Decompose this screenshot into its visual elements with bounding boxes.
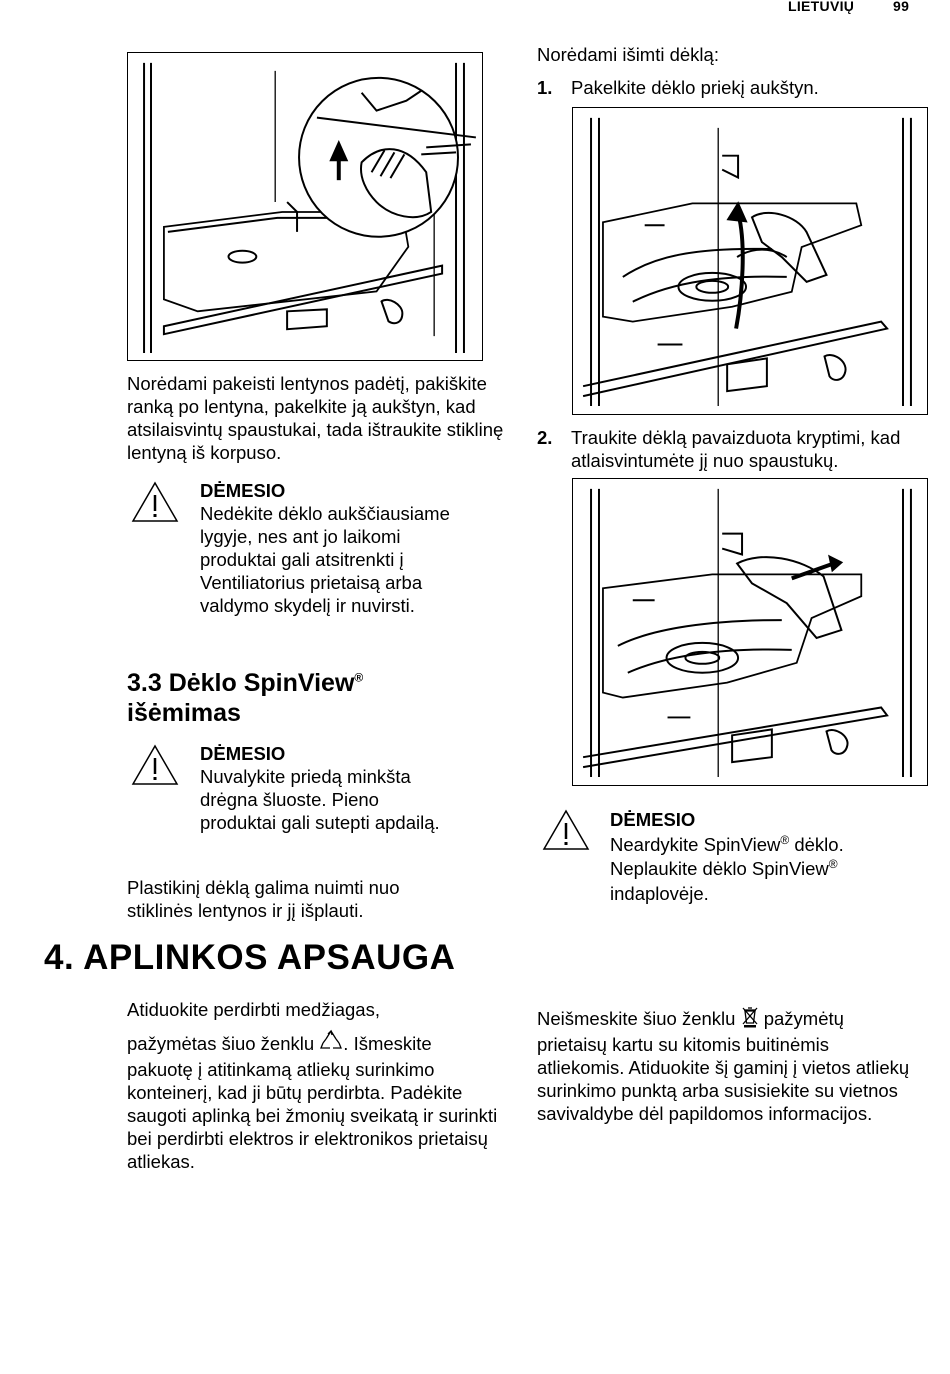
- right-intro: Norėdami išimti dėklą:: [537, 44, 719, 65]
- warning1-title: DĖMESIO: [200, 480, 286, 501]
- chapter-left-line2-b: . Išmeskite: [343, 1033, 432, 1054]
- section-heading-line1: 3.3 Dėklo SpinView: [127, 669, 355, 697]
- chapter-right-rest: prietaisų kartu su kitomis buitinėmis atliekomis. Atiduokite šį gaminį į vietos atliekų surinkimo punktą arba susisiekite su vietnos savivaldybe dėl papildomos informacijos.: [537, 1034, 910, 1124]
- warning-triangle-icon: [130, 743, 180, 787]
- warning3-line2: [610, 857, 910, 882]
- warning3-block: [610, 808, 910, 906]
- warning3-line1: [610, 833, 910, 858]
- warning3-line1-b: dėklo.: [789, 833, 844, 855]
- section-heading: [127, 668, 487, 728]
- shelf-lift-illustration: [128, 53, 482, 360]
- chapter-right-line1: [537, 1006, 917, 1033]
- crossed-bin-icon: [741, 1006, 759, 1033]
- warning3-line1-a: Neardykite SpinView: [610, 833, 781, 855]
- step-2-text: Traukite dėklą pavaizduota kryptimi, kad atlaisvintumėte jį nuo spaustukų.: [571, 427, 901, 471]
- chapter-left-rest: pakuotę į atitinkamą atliekų surinkimo konteinerį, kad ji būtų perdirbta. Padėkite saugoti aplinką bei žmonių sveikatą ir surinkti bei perdirbti elektros ir elektronikos prietaisų atliekas.: [127, 1059, 498, 1172]
- figure1-caption: Norėdami pakeisti lentynos padėtį, pakiškite ranką po lentyna, pakelkite ją aukštyn, kad atsilaisvintų spaustukai, tada ištraukite stiklinę lentyną iš korpuso.: [127, 373, 504, 463]
- warning3-line2-reg: ®: [828, 856, 838, 871]
- chapter-right-paragraph: [537, 1006, 917, 1125]
- figure-tray-lift: [572, 107, 928, 415]
- figure-tray-pull: [572, 478, 928, 786]
- warning3-title: DĖMESIO: [610, 809, 696, 830]
- recycle-icon: [319, 1029, 343, 1058]
- chapter-left-paragraph: [127, 998, 507, 1173]
- chapter-right-line1-b: pažymėtų: [758, 1008, 844, 1029]
- warning1-block: [200, 479, 465, 617]
- page-number: 99: [893, 0, 910, 14]
- chapter-left-line2-a: pažymėtas šiuo ženklu: [127, 1033, 320, 1054]
- warning2-block: [200, 742, 440, 834]
- warning-triangle-icon: [130, 480, 180, 524]
- warning3-line1-reg: ®: [780, 832, 790, 847]
- header-language: LIETUVIŲ: [788, 0, 855, 14]
- tray-removal-paragraph: Plastikinį dėklą galima nuimti nuo stiklinės lentynos ir jį išplauti.: [127, 877, 400, 921]
- tray-lift-illustration: [573, 108, 927, 414]
- step-1-text: Pakelkite dėklo priekį aukštyn.: [571, 77, 819, 98]
- warning3-line2-a: Neplaukite dėklo SpinView: [610, 858, 829, 879]
- warning1-text: Nedėkite dėklo aukščiausiame lygyje, nes ant jo laikomi produktai gali atsitrenkti į Ventiliatorius prietaisą arba valdymo skydelį ir nuvirsti.: [200, 503, 450, 616]
- chapter-left-line2: [127, 1029, 507, 1058]
- tray-pull-illustration: [573, 479, 927, 785]
- chapter-title: 4. APLINKOS APSAUGA: [44, 938, 456, 977]
- section-heading-line2: išėmimas: [127, 699, 241, 727]
- section-heading-reg: ®: [354, 670, 364, 685]
- figure-shelf-lift: [127, 52, 483, 361]
- step-2-number: 2.: [537, 427, 553, 448]
- warning3-line3: indaplovėje.: [610, 882, 709, 904]
- warning2-text: Nuvalykite priedą minkšta drėgna šluoste. Pieno produktai gali sutepti apdailą.: [200, 766, 440, 833]
- warning-triangle-icon: [541, 808, 591, 852]
- warning2-title: DĖMESIO: [200, 743, 286, 764]
- chapter-right-line1-a: Neišmeskite šiuo ženklu: [537, 1008, 741, 1029]
- chapter-left-line1: Atiduokite perdirbti medžiagas,: [127, 999, 380, 1020]
- step-1-number: 1.: [537, 77, 553, 98]
